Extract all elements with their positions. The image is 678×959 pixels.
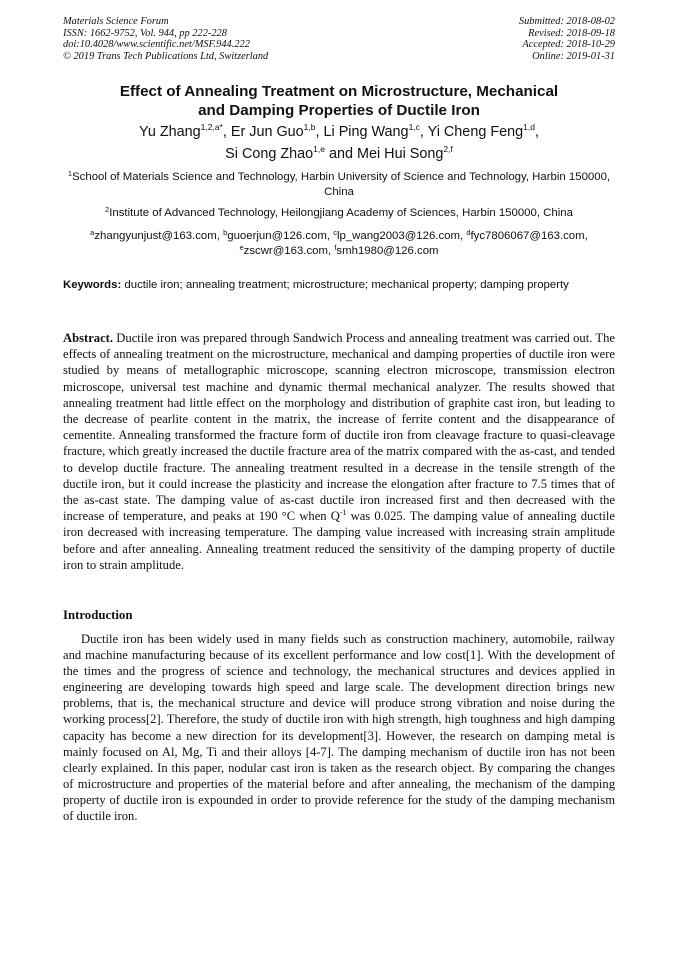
email-line-2: $^e$zscwr@163.com, $^f$smh1980@126.com xyxy=(239,243,439,257)
abstract-text-b: was 0.025. The damping value of annealing ductile iron decreased with increasing temperature. The damping value increased with increasing strain amplitude before and after annealing. Annealing treatment reduced the sensitivity of the damping property of ductile iron to strain amplitude. xyxy=(63,509,615,572)
keywords-text: ductile iron; annealing treatment; microstructure; mechanical property; damping property xyxy=(124,279,569,291)
affiliation-1-text: School of Materials Science and Technology, Harbin University of Science and Technology, Harbin 150000, China xyxy=(72,171,611,198)
author-line-1: Yu Zhang$^{1,2,a*}$, Er Jun Guo$^{1,b}$, Li Ping Wang$^{1,c}$, Yi Cheng Feng$^{1,d}$, xyxy=(139,122,539,140)
revised-date: Revised: 2018-09-18 xyxy=(528,27,615,39)
affiliation-2-sup: 2 xyxy=(105,205,110,214)
affiliation-1-sup: 1 xyxy=(67,169,73,178)
online-date: Online: 2019-01-31 xyxy=(532,50,615,62)
author-sup: 1,d xyxy=(523,122,535,132)
email-list xyxy=(63,229,615,259)
email-sup: b xyxy=(223,228,228,237)
email-link[interactable]: smh1980@126.com xyxy=(336,245,439,257)
author-name: Si Cong Zhao xyxy=(225,146,314,162)
email-link[interactable]: guoerjun@126.com xyxy=(227,230,327,242)
author-name: Er Jun Guo xyxy=(230,124,304,140)
author-sup: 2,f xyxy=(443,144,453,154)
journal-info xyxy=(63,16,268,62)
accepted-date: Accepted: 2018-10-29 xyxy=(522,39,615,51)
author-name: Li Ping Wang xyxy=(323,124,409,140)
author-sup: 1,b xyxy=(303,122,316,132)
journal-name: Materials Science Forum xyxy=(63,16,169,27)
introduction-heading: Introduction xyxy=(63,608,133,622)
email-line-1: $^a$zhangyunjust@163.com, $^b$guoerjun@126.com, $^c$lp_wang2003@126.com, $^d$fyc7806067@163.com, xyxy=(90,228,588,242)
author-sup: 1,2,a* xyxy=(200,122,223,132)
title-line-1: Effect of Annealing Treatment on Microstructure, Mechanical xyxy=(119,83,559,100)
title-line-2: and Damping Properties of Ductile Iron xyxy=(198,102,480,119)
email-link[interactable]: zhangyunjust@163.com xyxy=(94,230,217,242)
email-link[interactable]: zscwr@163.com xyxy=(243,245,328,257)
abstract xyxy=(63,330,615,573)
email-sup: a xyxy=(90,228,95,237)
email-sup: c xyxy=(333,228,337,237)
submitted-date: Submitted: 2018-08-02 xyxy=(518,16,615,27)
introduction-paragraph: Ductile iron has been widely used in many fields such as construction machinery, automobile, railway and machine manufacturing because of its excellent performance and low cost[1]. With the development of the times and the progress of science and technology, the mechanical structures and devices applied in engineering are developing towards high speed and large scale. The development direction brings new problems, that is, the mechanical structure and device will produce strong vibration and noise during the working process[2]. Therefore, the study of ductile iron with high strength, high toughness and high damping capacity has become a new direction for its development[3]. However, the research on damping metal is mainly focused on Al, Mg, Ti and their alloys [4-7]. The damping mechanism of ductile iron has not been clearly explained. In this paper, nodular cast iron is taken as the research object. By comparing the changes of microstructure and properties of the material before and after annealing, the mechanism of the damping property of ductile iron is expounded in order to provide reference for the study of the damping mechanism of ductile iron. xyxy=(63,632,615,824)
affiliation-2 xyxy=(63,206,615,221)
affiliation-2-text: Institute of Advanced Technology, Heilongjiang Academy of Sciences, Harbin 150000, China xyxy=(109,207,573,219)
copyright-line: © 2019 Trans Tech Publications Ltd, Switzerland xyxy=(63,50,269,62)
dates-info xyxy=(519,16,615,62)
q-superscript: -1 xyxy=(339,508,347,518)
issn-line: ISSN: 1662-9752, Vol. 944, pp 222-228 xyxy=(63,27,227,39)
author-sup: 1,e xyxy=(313,144,325,154)
email-link[interactable]: fyc7806067@163.com xyxy=(470,230,585,242)
author-name: Mei Hui Song xyxy=(357,146,444,162)
email-sup: f xyxy=(334,243,337,252)
author-sup: 1,c xyxy=(408,122,420,132)
email-sup: d xyxy=(466,228,471,237)
author-name: Yi Cheng Feng xyxy=(427,124,524,140)
author-list xyxy=(63,121,615,165)
abstract-text-a: Ductile iron was prepared through Sandwich Process and annealing treatment was carried out. The effects of annealing treatment on the microstructure, mechanical and damping properties of ductile iron were studied by means of metallographic microscope, scanning electron microscope, transmission electron microscope, universal test machine and dynamic thermal mechanical analyzer. The results showed that annealing treatment had little effect on the morphology and distribution of graphite cast iron, but leading to the decrease of pearlite content in the matrix, the increase of ferrite content and the disappearance of cementite. Annealing transformed the fracture form of ductile iron from cleavage fracture to quasi-cleavage fracture, which greatly increased the ductile fracture area of the matrix compared with the as-cast, and tended to develop ductile fracture. The annealing treatment resulted in a decrease in the tensile strength of the ductile iron, but it could increase the plasticity and increase the elongation after fracture to 7.5 times that of the as-cast state. The damping value of as-cast ductile iron increased first and then decreased with the increase of temperature, and peaks at 190 °C when Q xyxy=(63,331,615,524)
author-name: Yu Zhang xyxy=(139,124,201,140)
keywords-label: Keywords: xyxy=(63,279,122,291)
keywords xyxy=(63,278,615,293)
abstract-label: Abstract. xyxy=(63,331,114,345)
doi-line: doi:10.4028/www.scientific.net/MSF.944.222 xyxy=(63,39,250,51)
paper-title xyxy=(63,82,615,120)
email-sup: e xyxy=(239,243,244,252)
affiliation-1 xyxy=(63,170,615,200)
author-line-2: Si Cong Zhao$^{1,e}$ and Mei Hui Song$^{2,f}$ xyxy=(225,144,453,162)
email-link[interactable]: lp_wang2003@126.com xyxy=(336,230,460,242)
